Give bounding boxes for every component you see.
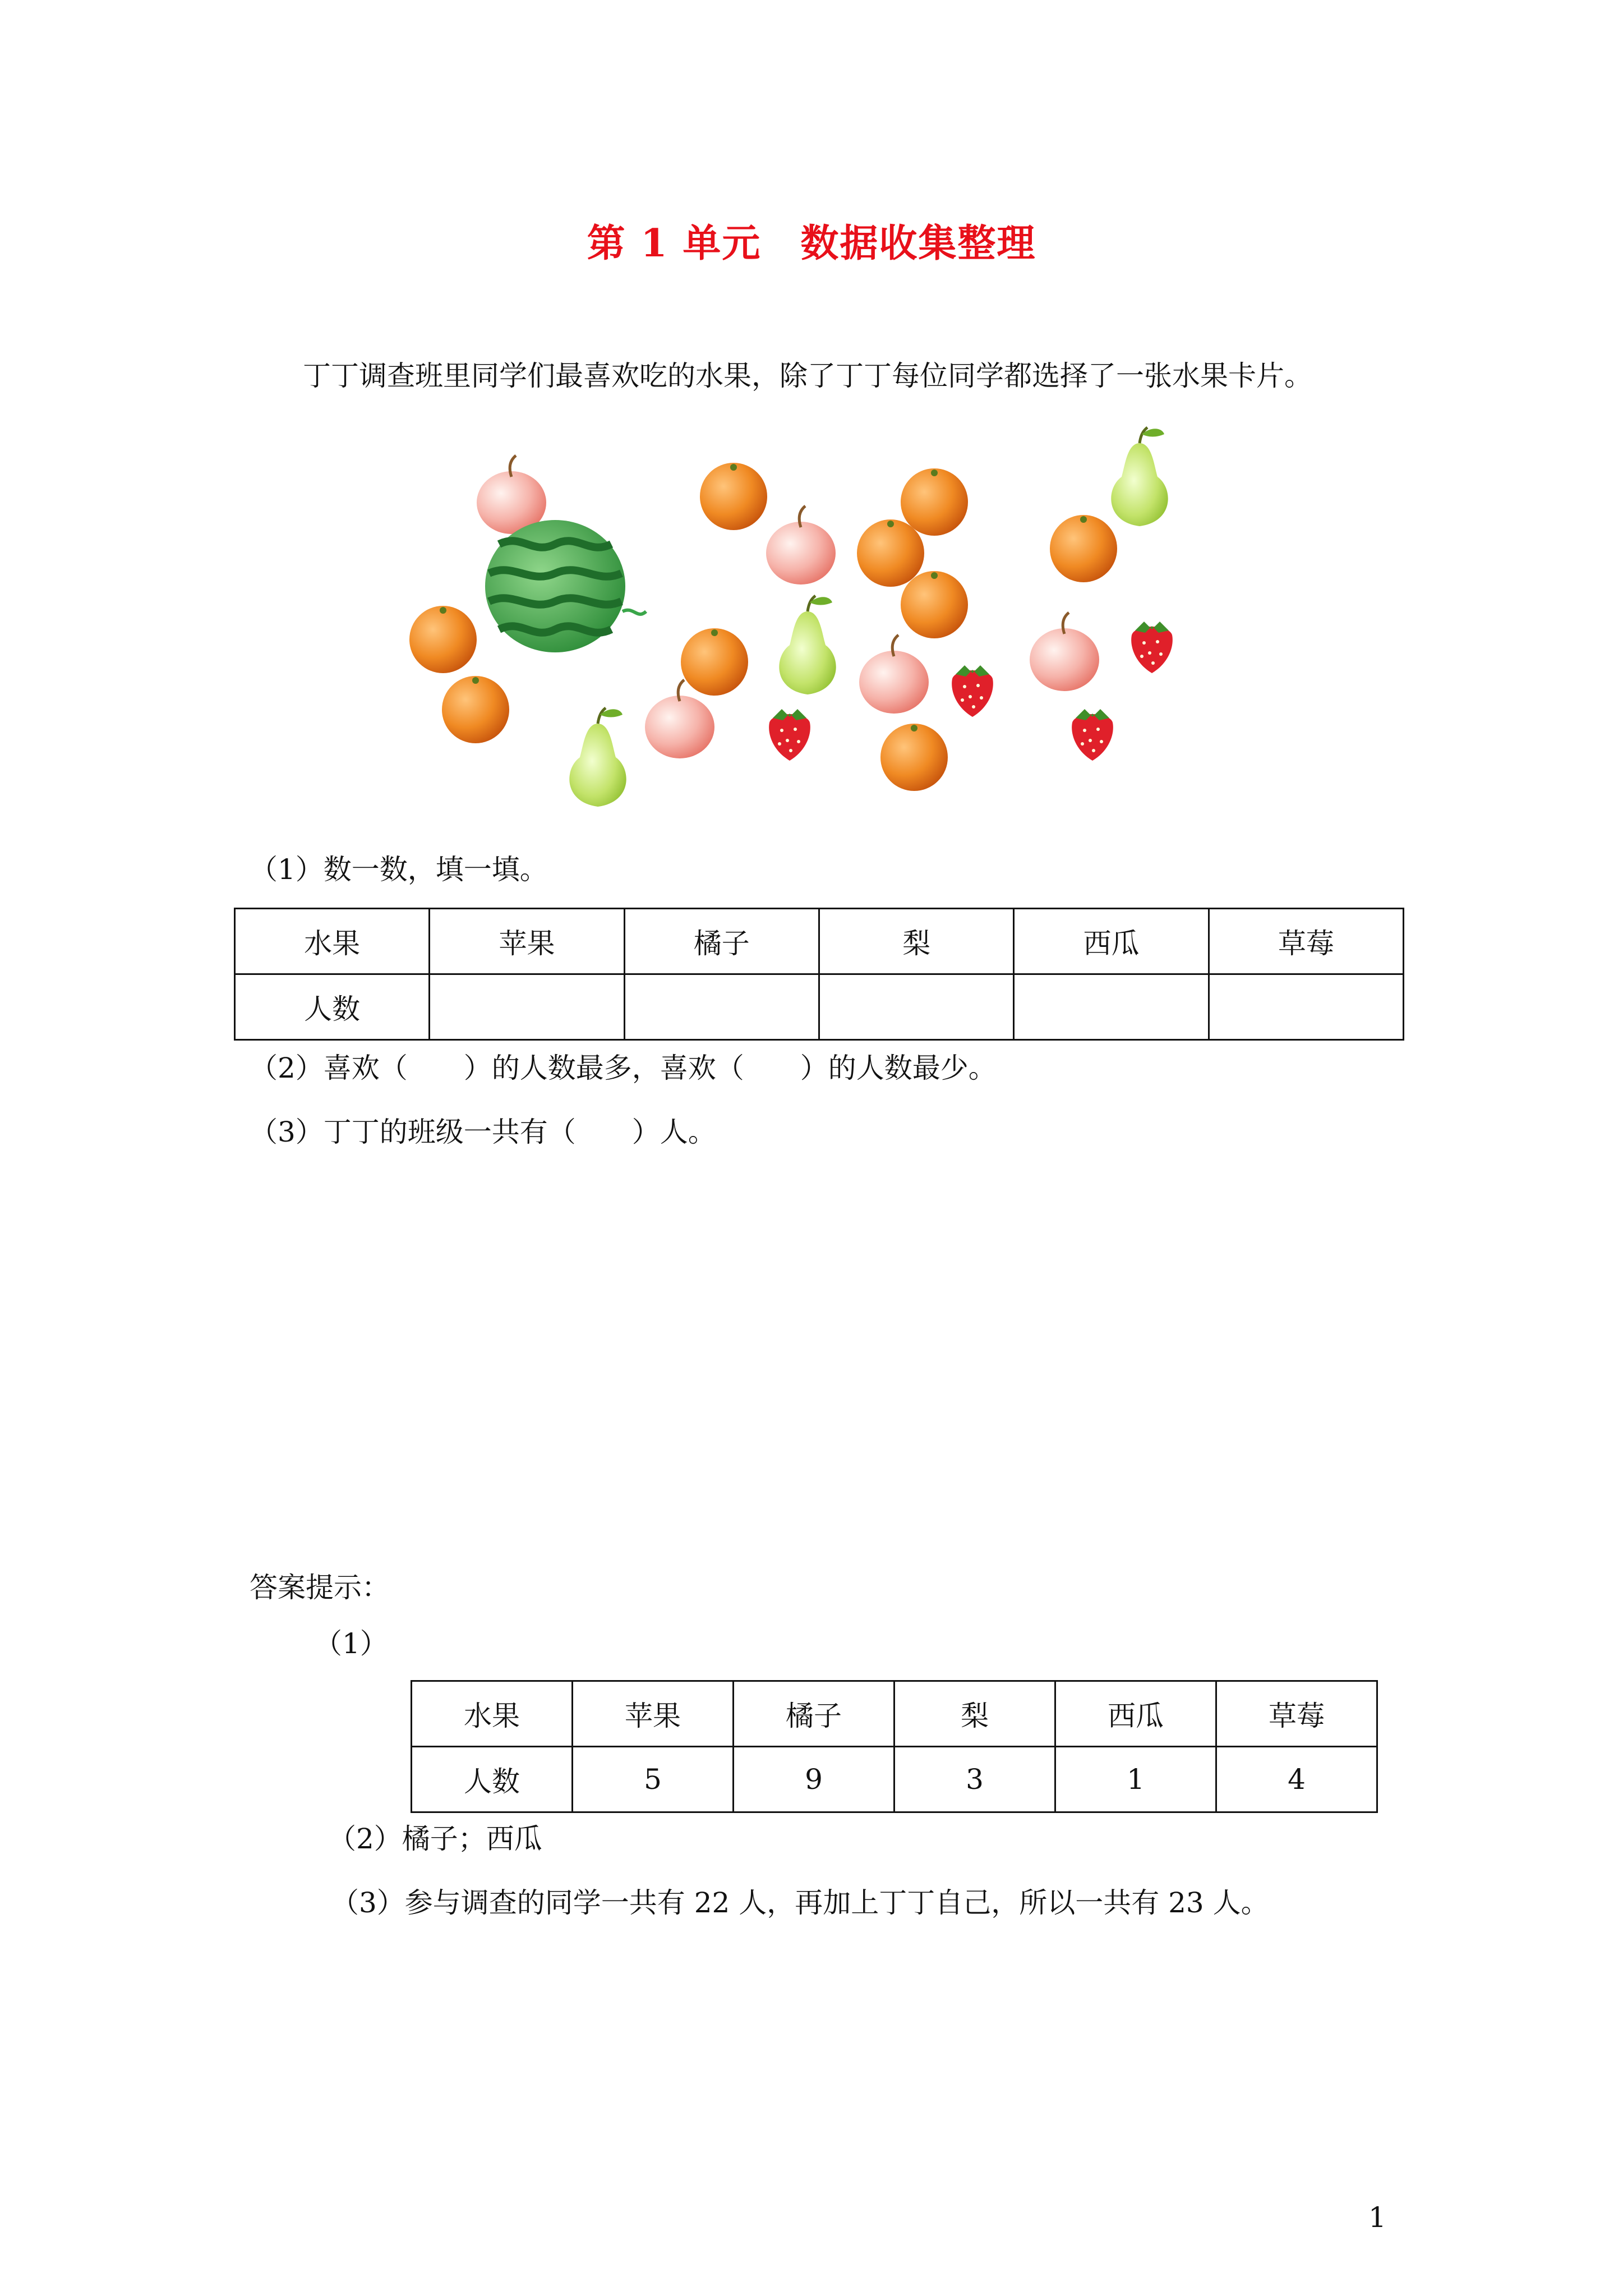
strawberry-icon bbox=[1131, 622, 1173, 673]
orange-icon bbox=[857, 519, 924, 587]
question-3: （3）丁丁的班级一共有（ ）人。 bbox=[250, 1116, 716, 1148]
watermelon-icon bbox=[485, 520, 646, 652]
page-title: 第 1 单元 数据收集整理 bbox=[587, 221, 1036, 266]
question-2: （2）喜欢（ ）的人数最多，喜欢（ ）的人数最少。 bbox=[250, 1052, 997, 1084]
orange-icon bbox=[681, 628, 748, 696]
fruit-cell: 梨 bbox=[895, 1681, 1055, 1747]
fruit-cell: 草莓 bbox=[1209, 909, 1403, 974]
answer-1-label: （1） bbox=[314, 1627, 388, 1660]
apple-icon bbox=[477, 455, 546, 534]
apple-icon bbox=[766, 506, 836, 585]
row-header: 水果 bbox=[412, 1681, 573, 1747]
fruit-cell: 橘子 bbox=[734, 1681, 895, 1747]
table-row bbox=[235, 909, 1404, 974]
pear-icon bbox=[1111, 427, 1168, 526]
pear-icon bbox=[569, 708, 626, 807]
strawberry-icon bbox=[1072, 709, 1113, 761]
question-1: （1）数一数，填一填。 bbox=[250, 853, 548, 886]
table-row bbox=[412, 1681, 1377, 1747]
fruit-cell: 西瓜 bbox=[1055, 1681, 1216, 1747]
page-number: 1 bbox=[1368, 2201, 1386, 2234]
answer-heading: 答案提示： bbox=[250, 1571, 390, 1604]
answer-blank-cell[interactable] bbox=[624, 974, 819, 1040]
count-cell: 1 bbox=[1055, 1747, 1216, 1812]
answer-blank-cell[interactable] bbox=[819, 974, 1013, 1040]
answer-2: （2）橘子；西瓜 bbox=[328, 1823, 542, 1855]
count-cell: 9 bbox=[734, 1747, 895, 1812]
orange-icon bbox=[1050, 515, 1117, 582]
orange-icon bbox=[901, 468, 968, 536]
fruit-cell: 西瓜 bbox=[1014, 909, 1209, 974]
fruit-cell: 梨 bbox=[819, 909, 1013, 974]
table-row bbox=[235, 974, 1404, 1040]
row-header: 人数 bbox=[412, 1747, 573, 1812]
fruit-illustration bbox=[393, 426, 1206, 819]
orange-icon bbox=[901, 571, 968, 638]
apple-icon bbox=[859, 635, 929, 714]
orange-icon bbox=[880, 724, 948, 791]
fruit-cell: 苹果 bbox=[573, 1681, 734, 1747]
table-row bbox=[412, 1747, 1377, 1812]
intro-text: 丁丁调查班里同学们最喜欢吃的水果，除了丁丁每位同学都选择了一张水果卡片。 bbox=[303, 360, 1312, 392]
fruit-cell: 苹果 bbox=[430, 909, 624, 974]
count-cell: 3 bbox=[895, 1747, 1055, 1812]
count-table bbox=[234, 908, 1404, 1041]
count-cell: 5 bbox=[573, 1747, 734, 1812]
fruit-cell: 草莓 bbox=[1216, 1681, 1377, 1747]
strawberry-icon bbox=[952, 665, 993, 717]
answer-blank-cell[interactable] bbox=[1014, 974, 1209, 1040]
fruit-cell: 橘子 bbox=[624, 909, 819, 974]
orange-icon bbox=[700, 463, 767, 530]
strawberry-icon bbox=[769, 709, 810, 761]
apple-icon bbox=[1030, 613, 1099, 691]
answer-blank-cell[interactable] bbox=[1209, 974, 1403, 1040]
count-cell: 4 bbox=[1216, 1747, 1377, 1812]
answer-blank-cell[interactable] bbox=[430, 974, 624, 1040]
orange-icon bbox=[409, 606, 477, 673]
orange-icon bbox=[442, 676, 509, 743]
answer-table bbox=[411, 1680, 1378, 1813]
pear-icon bbox=[779, 596, 836, 694]
row-header: 人数 bbox=[235, 974, 430, 1040]
row-header: 水果 bbox=[235, 909, 430, 974]
answer-3: （3）参与调查的同学一共有 22 人，再加上丁丁自己，所以一共有 23 人。 bbox=[331, 1887, 1269, 1919]
